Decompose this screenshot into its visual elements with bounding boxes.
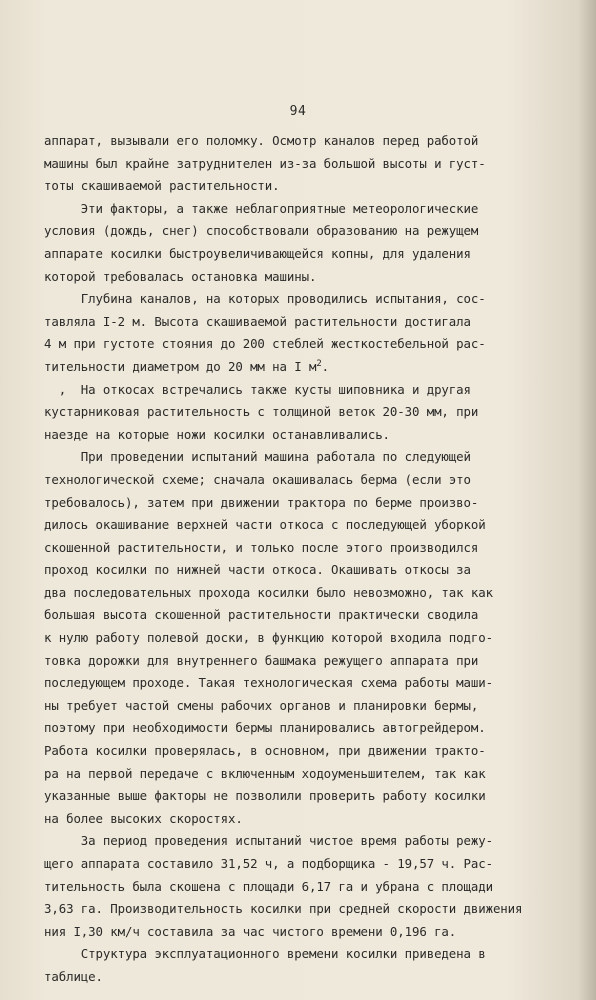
text-line: наезде на которые ножи косилки останавливались.	[44, 426, 390, 442]
text-line: проход косилки по нижней части откоса. Окашивать откосы за	[44, 562, 471, 578]
text-line: Работа косилки проверялась, в основном, при движении тракто-	[44, 743, 486, 759]
text-line: машины был крайне затруднителен из-за большой высоты и густ-	[44, 155, 486, 171]
page-edge-shadow	[578, 0, 596, 1000]
text-line: , На откосах встречались также кусты шиповника и другая	[44, 381, 471, 397]
text-line: аппарате косилки быстроувеличивающейся копны, для удаления	[44, 245, 471, 261]
text-line: условия (дождь, снег) способствовали образованию на режущем	[44, 223, 479, 239]
page-number: 94	[289, 104, 307, 119]
text-line: к нулю работу полевой доски, в функцию которой входила подго-	[44, 630, 493, 646]
text-line: ны требует частой смены рабочих органов и планировки бермы,	[44, 697, 479, 713]
text-line: При проведении испытаний машина работала по следующей	[44, 449, 471, 465]
text-line: 4 м при густоте стояния до 200 стеблей жесткостебельной рас-	[44, 336, 486, 352]
text-line: товка дорожки для внутреннего башмака режущего аппарата при	[44, 652, 479, 668]
text-line: два последовательных прохода косилки было невозможно, так как	[44, 584, 493, 600]
text-line: кустарниковая растительность с толщиной веток 20-30 мм, при	[44, 404, 479, 420]
text-line: указанные выше факторы не позволили проверить работу косилки	[44, 788, 486, 804]
text-line: большая высота скошенной растительности практически сводила	[44, 607, 479, 623]
text-line: на более высоких скоростях.	[44, 810, 243, 826]
text-line: тоты скашиваемой растительности.	[44, 178, 280, 194]
text-line: таблице.	[44, 968, 103, 984]
text-line-main: тительности диаметром до 20 мм на I м	[44, 358, 317, 374]
superscript-suffix: .	[321, 358, 330, 374]
text-line: Эти факторы, а также неблагоприятные метеорологические	[44, 200, 479, 216]
text-line: требовалось), затем при движении трактора по берме произво-	[44, 494, 479, 510]
text-line: Структура эксплуатационного времени косилки приведена в	[44, 946, 486, 962]
text-line: технологической схеме; сначала окашивалась берма (если это	[44, 471, 471, 487]
text-line: аппарат, вызывали его поломку. Осмотр каналов перед работой	[44, 133, 479, 148]
text-line: тавляла I-2 м. Высота скашиваемой растительности достигала	[44, 313, 471, 329]
text-line: Глубина каналов, на которых проводились испытания, сос-	[44, 291, 486, 307]
text-line: которой требовалась остановка машины.	[44, 268, 317, 284]
superscript: 2	[316, 358, 322, 369]
text-line: дилось окашивание верхней части откоса с последующей уборкой	[44, 517, 486, 533]
text-line-with-superscript	[44, 356, 564, 379]
text-line: поэтому при необходимости бермы планировались автогрейдером.	[44, 720, 486, 736]
text-line: щего аппарата составило 31,52 ч, а подборщика - 19,57 ч. Рас-	[44, 856, 493, 871]
text-line: последующем проходе. Такая технологическая схема работы маши-	[44, 675, 493, 691]
body-text	[44, 130, 564, 989]
text-line: тительность была скошена с площади 6,17 га и убрана с площади	[44, 878, 493, 894]
text-line: ра на первой передаче с включенным ходоуменьшителем, так как	[44, 765, 486, 781]
text-line: ния I,30 км/ч составила за час чистого времени 0,196 га.	[44, 923, 457, 939]
text-line: За период проведения испытаний чистое время работы режу-	[44, 833, 493, 849]
text-line: 3,63 га. Производительность косилки при средней скорости движения	[44, 901, 523, 917]
text-line: скошенной растительности, и только после этого производился	[44, 539, 479, 555]
